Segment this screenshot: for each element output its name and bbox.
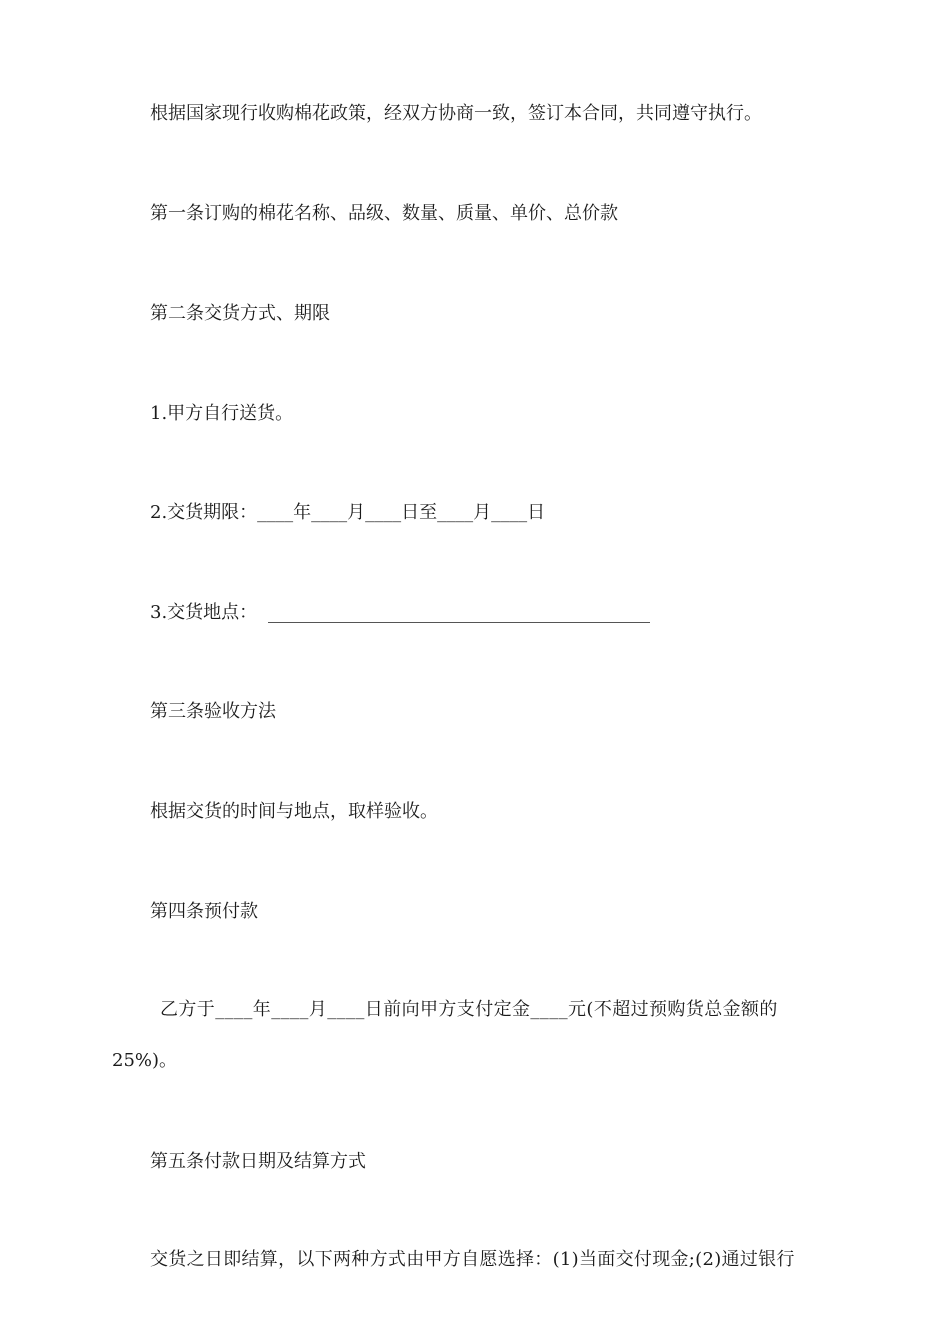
settlement-paragraph: 交货之日即结算，以下两种方式由甲方自愿选择：(1)当面交付现金;(2)通过银行 (150, 1249, 795, 1270)
prepayment-paragraph-line-1: 乙方于____年____月____日前向甲方支付定金____元(不超过预购货总金额的 (160, 999, 778, 1020)
preamble-paragraph: 根据国家现行收购棉花政策，经双方协商一致，签订本合同，共同遵守执行。 (150, 103, 762, 124)
delivery-period-item: 2.交货期限：____年____月____日至____月____日 (150, 502, 546, 523)
delivery-location-blank (268, 622, 650, 623)
article-1-heading: 第一条订购的棉花名称、品级、数量、质量、单价、总价款 (150, 203, 618, 224)
delivery-location-label: 3.交货地点： (150, 602, 258, 623)
article-5-heading: 第五条付款日期及结算方式 (150, 1151, 366, 1172)
inspection-paragraph: 根据交货的时间与地点，取样验收。 (150, 801, 438, 822)
prepayment-paragraph-line-2: 25%)。 (112, 1050, 178, 1071)
article-4-heading: 第四条预付款 (150, 901, 258, 922)
delivery-method-item: 1.甲方自行送货。 (150, 403, 294, 424)
article-2-heading: 第二条交货方式、期限 (150, 303, 330, 324)
article-3-heading: 第三条验收方法 (150, 701, 276, 722)
